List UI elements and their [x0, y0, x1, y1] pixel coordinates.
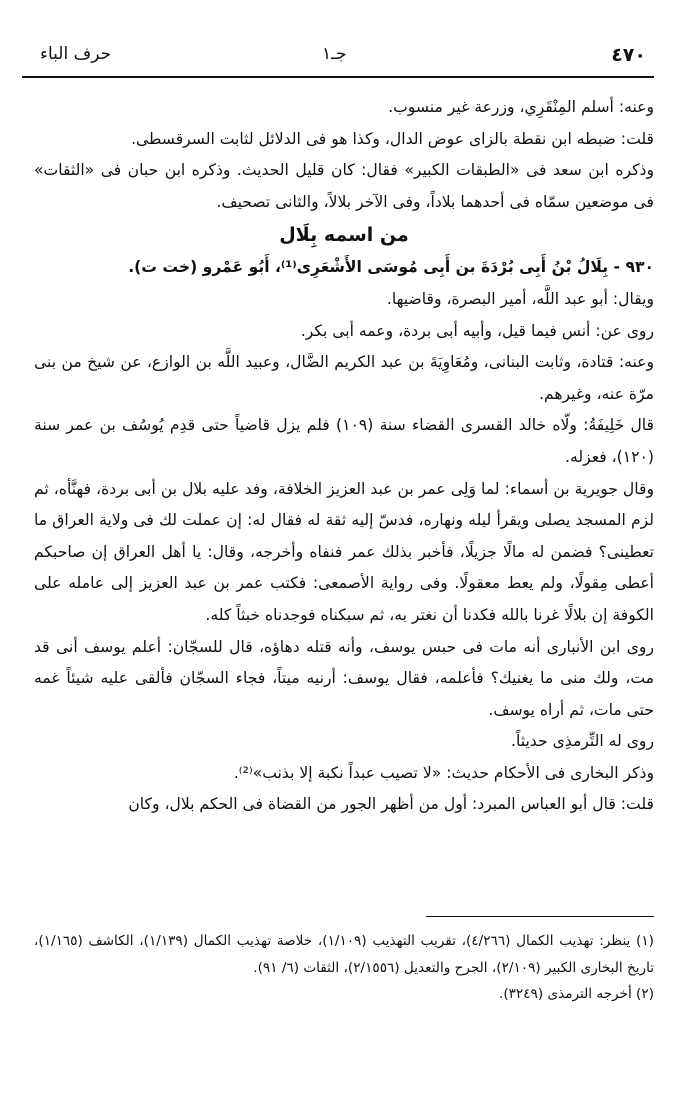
footnote-divider	[426, 916, 654, 917]
paragraph: وعنه: أسلم المِنْقَرِي، وزرعة غير منسوب.	[388, 98, 654, 116]
main-text	[34, 92, 654, 821]
paragraph: قلت: قال أبو العباس المبرد: أول من أظهر الجور من القضاة فى الحكم بلال، وكان	[128, 795, 654, 814]
paragraph: روى له التِّرمذِى حديثاً.	[511, 732, 654, 751]
section-heading: من اسمه بِلَال	[279, 224, 409, 247]
paragraph: روى عن: أنس فيما قيل، وأبيه أبى بردة، وعمه أبى بكر.	[300, 321, 654, 340]
paragraph: وذكر البخارى فى الأحكام حديث: «لا تصيب عبداً نكبة إلا بذنب»⁽²⁾.	[233, 763, 654, 782]
entry-title: ٩٣٠ - بِلَالُ بْنُ أَبِى بُرْدَةَ بن أَبِى مُوسَى الأَشْعَرِى⁽¹⁾، أَبُو عَمْرو (خت ت).	[128, 258, 654, 277]
page-header	[22, 36, 654, 78]
paragraph: ويقال: أبو عبد اللَّه، أمير البصرة، وقاضيها.	[386, 289, 654, 308]
footnotes	[34, 928, 654, 1008]
chapter-title: حرف الباء	[40, 44, 112, 64]
volume-label: جـ١	[322, 44, 347, 64]
footnote: (١) ينظر: تهذيب الكمال (٤/٢٦٦)، تقريب التهذيب (١/١٠٩)، خلاصة تهذيب الكمال (١/١٣٩)، الكاشف (١/١٦٥)، تاريخ البخارى الكبير (٢/١٠٩)، الجرح والتعديل (٢/١٥٥٦)، الثقات (٦/ ٩١).	[34, 933, 654, 976]
page-number: ٤٧٠	[611, 44, 646, 66]
paragraph: روى ابن الأنبارى أنه مات فى حبس يوسف، وأنه قتله دهاؤه، قال للسجّان: أعلم يوسف أنى قد مت، ولك منى ما يغنيك؟ فأعلمه، فقال يوسف: أرنيه ميتاً، فجاء السجّان فألقى عليه شيئاً غمه حتى مات، ثم أراه يوسف.	[34, 637, 654, 719]
paragraph: قلت: ضبطه ابن نقطة بالزاى عوض الدال، وكذا هو فى الدلائل لثابت السرقسطى.	[131, 129, 654, 148]
paragraph: قال خَلِيفَةُ: ولّاه خالد القسرى القضاء سنة (١٠٩) فلم يزل قاضياً حتى قدِم يُوسُف بن عمر سنة (١٢٠)، فعزله.	[34, 416, 654, 466]
footnote: (٢) أخرجه الترمذى (٣٢٤٩).	[499, 986, 654, 1002]
paragraph: وعنه: قتادة، وثابت البنانى، ومُعَاوِيَةَ بن عبد الكريم الضَّال، وعبيد اللَّه بن الوازع، عن شيخ من بنى مرّة عنه، وغيرهم.	[34, 353, 654, 403]
paragraph: وقال جويرية بن أسماء: لما وَلِى عمر بن عبد العزيز الخلافة، وفد عليه بلال بن أبى بردة، فهنَّأه، ثم لزم المسجد يصلى ويقرأ ليله ونهاره، فدسّ إليه ثقة له فقال له: إن عملت لك فى ولاية العراق ما تعطينى؟ فضمن له مالًا جزيلًا، فأخبر بذلك عمر فنفاه وأخرجه، وقال: يا أهل العراق إن صاحبكم أعطى مِقولًا، ولم يعط معقولًا. وفى رواية الأصمعى: فكتب عمر بن عبد العزيز إلى عامله على الكوفة إن بلالًا غرنا بالله فكدنا أن نغتر به، ثم سبكناه فوجدناه خبثاً كله.	[34, 479, 654, 624]
paragraph: وذكره ابن سعد فى «الطبقات الكبير» فقال: كان قليل الحديث. وذكره ابن حبان فى «الثقات» فى موضعين سمّاه فى أحدهما بلاداً، وفى الآخر بلالاً، والثانى تصحيف.	[34, 161, 654, 211]
